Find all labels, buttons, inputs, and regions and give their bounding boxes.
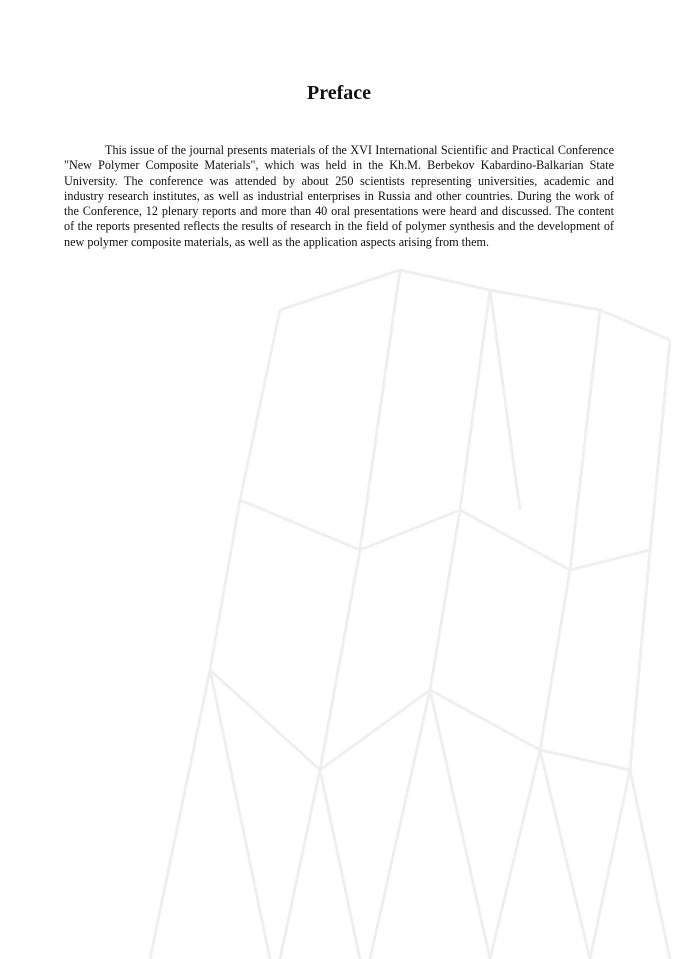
page-title: Preface <box>306 82 372 104</box>
preface-paragraph: This issue of the journal presents materials of the XVI International Scientific and Practical Conference "New Polymer Composite Materials", which was held in the Kh.M. Berbekov Kabardino-Balkarian State University. The conference was attended by about 250 scientists representing universities, academic and industry research institutes, as well as industrial enterprises in Russia and other countries. During the work of the Conference, 12 plenary reports and more than 40 oral presentations were heard and discussed. The content of the reports presented reflects the results of research in the field of polymer synthesis and the development of new polymer composite materials, as well as the application aspects arising from them. <box>64 143 614 249</box>
background-watermark-icon <box>130 250 678 959</box>
